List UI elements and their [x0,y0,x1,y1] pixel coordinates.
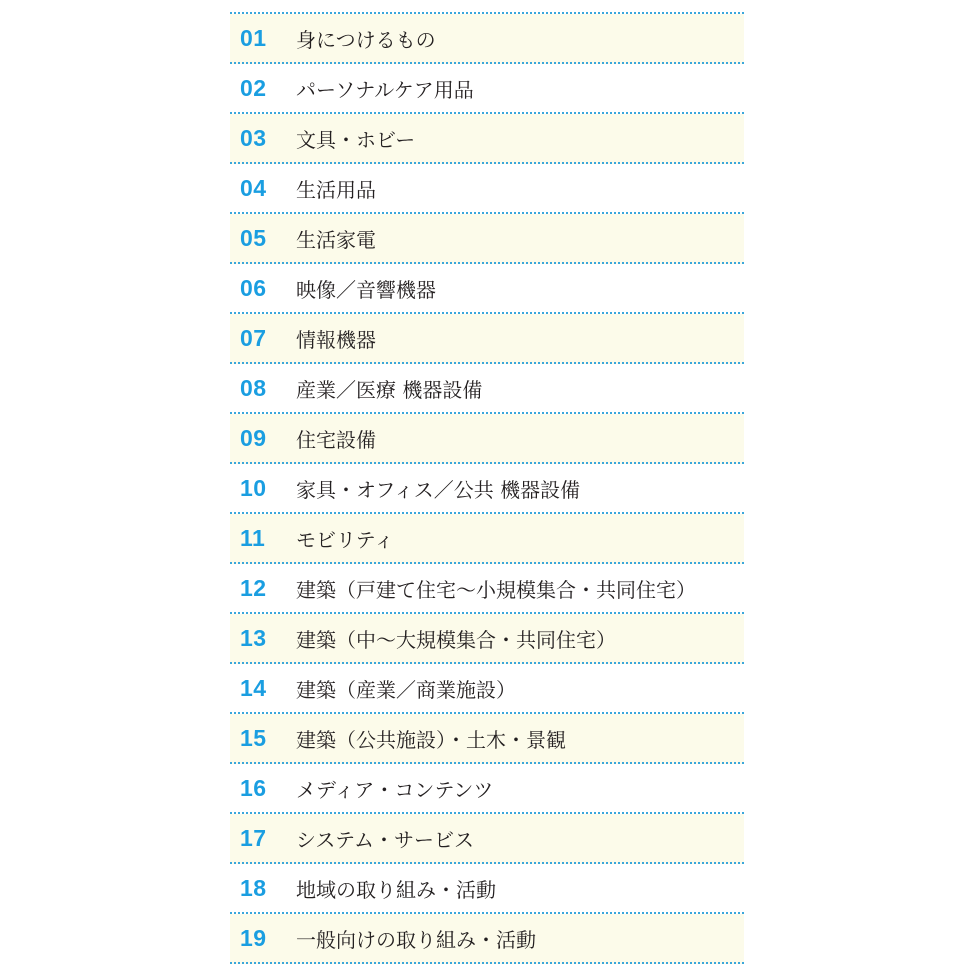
category-number: 18 [240,874,267,901]
category-list [230,12,744,964]
category-item-09[interactable] [230,414,744,464]
category-item-05[interactable] [230,214,744,264]
category-label: 一般向けの取り組み・活動 [296,927,536,952]
category-label: 身につけるもの [296,27,436,52]
category-item-12[interactable] [230,564,744,614]
category-label: 文具・ホビー [296,127,416,152]
category-number: 01 [240,24,267,51]
category-number: 13 [240,624,267,651]
category-number: 16 [240,774,267,801]
category-number: 10 [240,474,267,501]
category-label: モビリティ [296,527,394,552]
category-number: 05 [240,224,267,251]
category-item-19[interactable] [230,914,744,964]
category-label: 生活用品 [296,177,376,202]
category-label: 情報機器 [296,327,376,352]
category-item-07[interactable] [230,314,744,364]
category-label: 家具・オフィス／公共 機器設備 [296,477,581,502]
category-label: 映像／音響機器 [296,277,436,302]
category-item-04[interactable] [230,164,744,214]
category-label: システム・サービス [296,827,474,852]
category-number: 17 [240,824,267,851]
category-label: 建築（中〜大規模集合・共同住宅） [296,627,616,652]
category-number: 09 [240,424,267,451]
category-label: 地域の取り組み・活動 [296,877,496,902]
category-label: 建築（産業／商業施設） [296,677,516,702]
category-item-14[interactable] [230,664,744,714]
category-item-11[interactable] [230,514,744,564]
category-item-18[interactable] [230,864,744,914]
category-number: 07 [240,324,267,351]
category-item-06[interactable] [230,264,744,314]
category-item-01[interactable] [230,14,744,64]
category-item-03[interactable] [230,114,744,164]
category-item-02[interactable] [230,64,744,114]
category-number: 06 [240,274,267,301]
category-item-17[interactable] [230,814,744,864]
category-number: 08 [240,374,267,401]
category-item-15[interactable] [230,714,744,764]
category-number: 14 [240,674,267,701]
category-item-13[interactable] [230,614,744,664]
category-number: 02 [240,74,267,101]
category-label: 建築（公共施設）・土木・景観 [296,727,566,752]
category-label: 産業／医療 機器設備 [296,377,483,402]
category-number: 03 [240,124,267,151]
category-label: 建築（戸建て住宅〜小規模集合・共同住宅） [296,577,696,602]
category-label: メディア・コンテンツ [296,777,494,802]
category-label: 住宅設備 [296,427,376,452]
category-item-08[interactable] [230,364,744,414]
category-number: 12 [240,574,267,601]
category-number: 19 [240,924,267,951]
category-number: 04 [240,174,267,201]
category-item-16[interactable] [230,764,744,814]
category-label: 生活家電 [296,227,376,252]
category-label: パーソナルケア用品 [296,77,474,102]
category-item-10[interactable] [230,464,744,514]
category-number: 11 [240,524,266,551]
category-number: 15 [240,724,267,751]
